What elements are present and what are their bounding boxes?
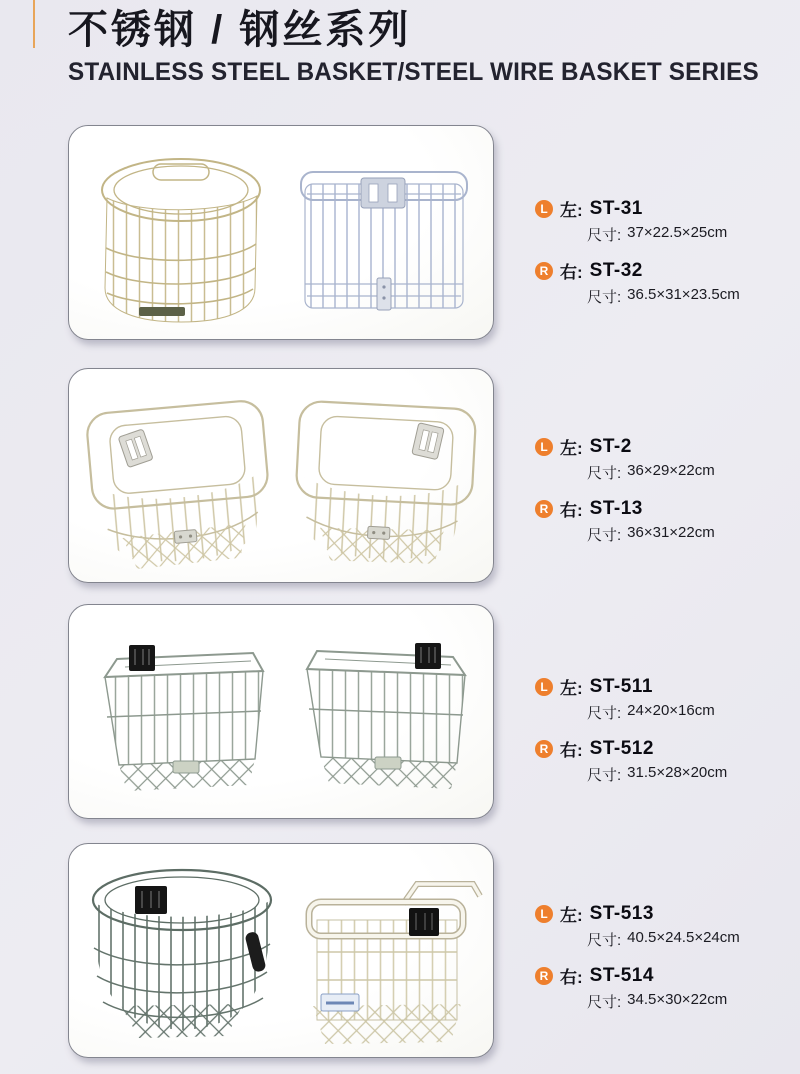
position-label: 右:: [560, 263, 583, 282]
model-number: ST-31: [589, 197, 643, 219]
size-label: 尺寸:: [587, 527, 622, 544]
product-entry: [535, 736, 785, 785]
product-photo-panel-1: [68, 125, 494, 340]
brand-plate: [139, 307, 185, 316]
black-mounting-bracket: [129, 645, 155, 671]
basket-photo-st-512: [287, 611, 487, 811]
label-block-1: [535, 196, 785, 320]
size-label: 尺寸:: [587, 932, 622, 949]
size-label: 尺寸:: [587, 705, 622, 722]
bottom-clamp: [174, 530, 197, 544]
model-number: ST-511: [589, 675, 653, 697]
label-block-3: [535, 674, 785, 798]
basket-photo-st-513: [81, 848, 286, 1053]
left-badge-icon: L: [535, 438, 553, 456]
size-value: 37×22.5×25cm: [627, 224, 728, 241]
model-number: ST-514: [589, 964, 654, 986]
left-badge-icon: L: [535, 678, 553, 696]
product-entry: [535, 901, 785, 950]
size-value: 24×20×16cm: [627, 702, 715, 719]
size-value: 40.5×24.5×24cm: [627, 929, 740, 946]
model-number: ST-2: [589, 435, 632, 457]
product-entry: [535, 258, 785, 307]
blue-product-label: [321, 994, 359, 1011]
basket-photo-st-511: [83, 613, 283, 813]
product-entry: [535, 196, 785, 245]
basket-photo-st-514: [283, 856, 488, 1056]
mounting-bracket: [361, 178, 405, 208]
right-badge-icon: R: [535, 967, 553, 985]
size-label: 尺寸:: [587, 465, 622, 482]
size-value: 36.5×31×23.5cm: [627, 286, 740, 303]
basket-photo-st-32: [281, 138, 486, 333]
model-number: ST-13: [589, 497, 643, 519]
mounting-bracket: [118, 429, 153, 468]
size-label: 尺寸:: [587, 289, 622, 306]
product-photo-panel-4: [68, 843, 494, 1058]
right-badge-icon: R: [535, 262, 553, 280]
bottom-clamp: [377, 278, 391, 310]
right-badge-icon: R: [535, 740, 553, 758]
bottom-clamp: [375, 757, 401, 769]
label-block-4: [535, 901, 785, 1025]
position-label: 左:: [560, 679, 583, 698]
position-label: 左:: [560, 906, 583, 925]
model-number: ST-513: [589, 902, 654, 924]
product-photo-panel-3: [68, 604, 494, 819]
product-entry: [535, 496, 785, 545]
position-label: 右:: [560, 741, 583, 760]
size-value: 36×31×22cm: [627, 524, 715, 541]
left-badge-icon: L: [535, 200, 553, 218]
basket-photo-st-2: [77, 373, 282, 578]
black-mounting-bracket: [135, 886, 167, 914]
size-label: 尺寸:: [587, 227, 622, 244]
bottom-clamp: [173, 761, 199, 773]
mounting-bracket: [412, 423, 445, 460]
basket-photo-st-13: [283, 371, 488, 576]
size-value: 31.5×28×20cm: [627, 764, 728, 781]
position-label: 右:: [560, 501, 583, 520]
product-entry: [535, 963, 785, 1012]
product-entry: [535, 674, 785, 723]
size-label: 尺寸:: [587, 767, 622, 784]
size-label: 尺寸:: [587, 994, 622, 1011]
position-label: 右:: [560, 968, 583, 987]
page-title-english: STAINLESS STEEL BASKET/STEEL WIRE BASKET SERIES: [68, 58, 759, 86]
right-badge-icon: R: [535, 500, 553, 518]
basket-photo-st-31: [81, 130, 281, 335]
black-mounting-bracket: [409, 908, 439, 936]
model-number: ST-32: [589, 259, 643, 281]
size-value: 36×29×22cm: [627, 462, 715, 479]
orange-accent-line: [33, 0, 35, 48]
page-header: [68, 8, 788, 87]
page-title-chinese: 不锈钢 / 钢丝系列: [68, 8, 412, 52]
position-label: 左:: [560, 439, 583, 458]
product-entry: [535, 434, 785, 483]
model-number: ST-512: [589, 737, 654, 759]
product-photo-panel-2: [68, 368, 494, 583]
size-value: 34.5×30×22cm: [627, 991, 728, 1008]
label-block-2: [535, 434, 785, 558]
left-badge-icon: L: [535, 905, 553, 923]
black-mounting-bracket: [415, 643, 441, 669]
bottom-clamp: [367, 526, 390, 539]
position-label: 左:: [560, 201, 583, 220]
